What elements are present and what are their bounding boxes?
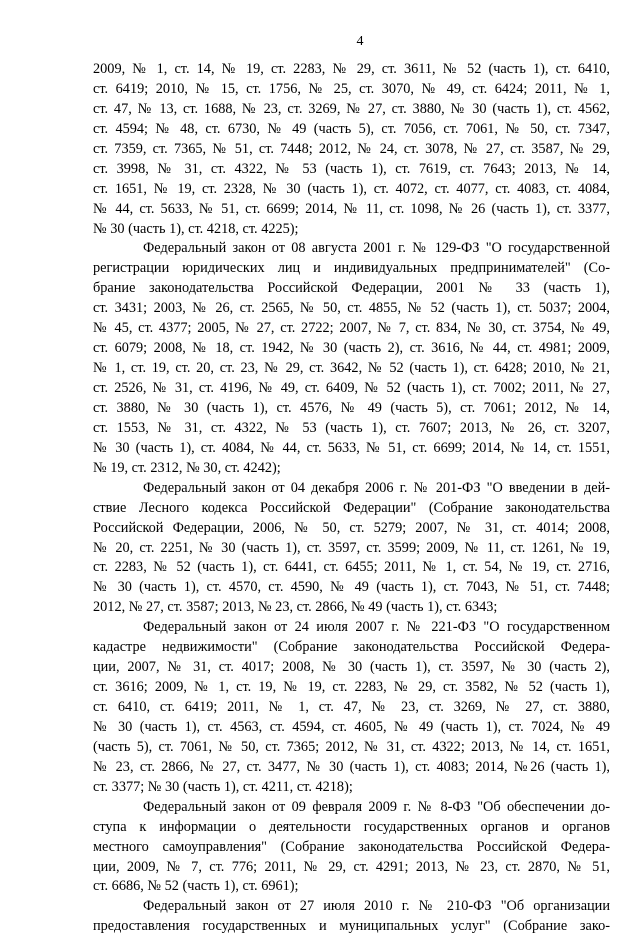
paragraph-law-210-fz	[93, 897, 610, 937]
text-line: № 1, ст. 19, ст. 20, ст. 23, № 29, ст. 3642, № 52 (часть 1), ст. 6428; 2010, № 21,	[93, 360, 610, 377]
paragraph-law-8-fz	[93, 798, 610, 898]
text-line: ст. 7359, ст. 7365, № 51, ст. 7448; 2012, № 24, ст. 3078, № 27, ст. 3587, № 29,	[93, 140, 610, 157]
text-line: № 30 (часть 1), ст. 4084, № 44, ст. 5633, № 51, ст. 6699; 2014, № 14, ст. 1551,	[93, 439, 610, 456]
text-line: кадастре недвижимости" (Собрание законодательства Российской Федера-	[93, 639, 610, 656]
text-line: № 30 (часть 1), ст. 4570, ст. 4590, № 49 (часть 1), ст. 7043, № 51, ст. 7448;	[93, 579, 610, 596]
text-line: ст. 2283, № 52 (часть 1), ст. 6441, ст. 6455; 2011, № 1, ст. 54, № 19, ст. 2716,	[93, 559, 610, 576]
text-line: ст. 3880, № 30 (часть 1), ст. 4576, № 49 (часть 5), ст. 7061; 2012, № 14,	[93, 399, 610, 416]
text-line: Федеральный закон от 24 июля 2007 г. № 221-ФЗ "О государственном	[143, 619, 610, 636]
paragraph-law-221-fz	[93, 618, 610, 797]
text-line: ст. 47, № 13, ст. 1688, № 23, ст. 3269, № 27, ст. 3880, № 30 (часть 1), ст. 4562,	[93, 100, 610, 117]
text-line: Федеральный закон от 27 июля 2010 г. № 210-ФЗ "Об организации	[143, 898, 610, 915]
text-line: ст. 1651, № 19, ст. 2328, № 30 (часть 1), ст. 4072, ст. 4077, ст. 4083, ст. 4084,	[93, 180, 610, 197]
text-line: ст. 6079; 2008, № 18, ст. 1942, № 30 (часть 2), ст. 3616, № 44, ст. 4981; 2009,	[93, 340, 610, 357]
text-line: регистрации юридических лиц и индивидуальных предпринимателей" (Со-	[93, 260, 610, 277]
text-line: ст. 1553, № 31, ст. 4322, № 53 (часть 1), ст. 7607; 2013, № 26, ст. 3207,	[93, 419, 610, 436]
text-line: предоставления государственных и муниципальных услуг" (Собрание зако-	[93, 918, 610, 935]
text-line: ст. 6410, ст. 6419; 2011, № 1, ст. 47, № 23, ст. 3269, № 27, ст. 3880,	[93, 699, 610, 715]
text-line: № 45, ст. 4377; 2005, № 27, ст. 2722; 2007, № 7, ст. 834, № 30, ст. 3754, № 49,	[93, 320, 610, 337]
text-line: № 30 (часть 1), ст. 4563, ст. 4594, ст. 4605, № 49 (часть 1), ст. 7024, № 49	[93, 718, 610, 735]
text-line: (часть 5), ст. 7061, № 50, ст. 7365; 2012, № 31, ст. 4322; 2013, № 14, ст. 1651,	[93, 738, 610, 755]
text-line: ции, 2007, № 31, ст. 4017; 2008, № 30 (часть 1), ст. 3597, № 30 (часть 2),	[93, 659, 610, 676]
text-line: брание законодательства Российской Федерации, 2001 № 33 (часть 1),	[93, 280, 610, 297]
paragraph-law-201-fz	[93, 479, 610, 619]
text-line: местного самоуправления" (Собрание законодательства Российской Федера-	[93, 838, 610, 855]
text-line: ст. 2526, № 31, ст. 4196, № 49, ст. 6409, № 52 (часть 1), ст. 7002; 2011, № 27,	[93, 380, 610, 396]
text-line: Российской Федерации, 2006, № 50, ст. 5279; 2007, № 31, ст. 4014; 2008,	[93, 519, 610, 536]
text-line: ст. 3431; 2003, № 26, ст. 2565, № 50, ст. 4855, № 52 (часть 1), ст. 5037; 2004,	[93, 300, 610, 317]
text-line: 2012, № 27, ст. 3587; 2013, № 23, ст. 2866, № 49 (часть 1), ст. 6343;	[93, 599, 498, 616]
text-line: ст. 3616; 2009, № 1, ст. 19, № 19, ст. 2283, № 29, ст. 3582, № 52 (часть 1),	[93, 679, 610, 696]
text-line: ст. 4594; № 48, ст. 6730, № 49 (часть 5), ст. 7056, ст. 7061, № 50, ст. 7347,	[93, 120, 610, 137]
text-line: № 30 (часть 1), ст. 4218, ст. 4225);	[93, 220, 299, 237]
text-line: ст. 3377; № 30 (часть 1), ст. 4211, ст. 4218);	[93, 778, 353, 795]
text-line: № 19, ст. 2312, № 30, ст. 4242);	[93, 459, 281, 476]
text-line: ст. 6419; 2010, № 15, ст. 1756, № 25, ст. 3070, № 49, ст. 6424; 2011, № 1,	[93, 80, 610, 97]
text-line: ст. 3998, № 31, ст. 4322, № 53 (часть 1), ст. 7619, ст. 7643; 2013, № 14,	[93, 160, 610, 177]
text-line: ции, 2009, № 7, ст. 776; 2011, № 29, ст. 4291; 2013, № 23, ст. 2870, № 51,	[93, 858, 610, 875]
text-line: № 44, ст. 5633, № 51, ст. 6699; 2014, № 11, ст. 1098, № 26 (часть 1), ст. 3377,	[93, 200, 610, 217]
paragraph-continuation	[93, 60, 610, 239]
text-line: ступа к информации о деятельности государственных органов и органов	[93, 818, 610, 835]
text-line: Федеральный закон от 08 августа 2001 г. № 129-ФЗ "О государственной	[143, 240, 610, 257]
page-number: 4	[356, 34, 364, 49]
text-line: Федеральный закон от 09 февраля 2009 г. № 8-ФЗ "Об обеспечении до-	[143, 798, 610, 815]
text-line: ствие Лесного кодекса Российской Федерации" (Собрание законодательства	[93, 499, 610, 516]
text-line: Федеральный закон от 04 декабря 2006 г. № 201-ФЗ "О введении в дей-	[143, 479, 610, 496]
text-line: № 20, ст. 2251, № 30 (часть 1), ст. 3597, ст. 3599; 2009, № 11, ст. 1261, № 19,	[93, 539, 610, 556]
text-line: № 23, ст. 2866, № 27, ст. 3477, № 30 (часть 1), ст. 4083; 2014, №26 (часть 1),	[93, 758, 610, 775]
paragraph-law-129-fz	[93, 239, 610, 478]
document-body	[93, 60, 610, 937]
text-line: 2009, № 1, ст. 14, № 19, ст. 2283, № 29, ст. 3611, № 52 (часть 1), ст. 6410,	[93, 61, 610, 77]
text-line: ст. 6686, № 52 (часть 1), ст. 6961);	[93, 878, 299, 895]
